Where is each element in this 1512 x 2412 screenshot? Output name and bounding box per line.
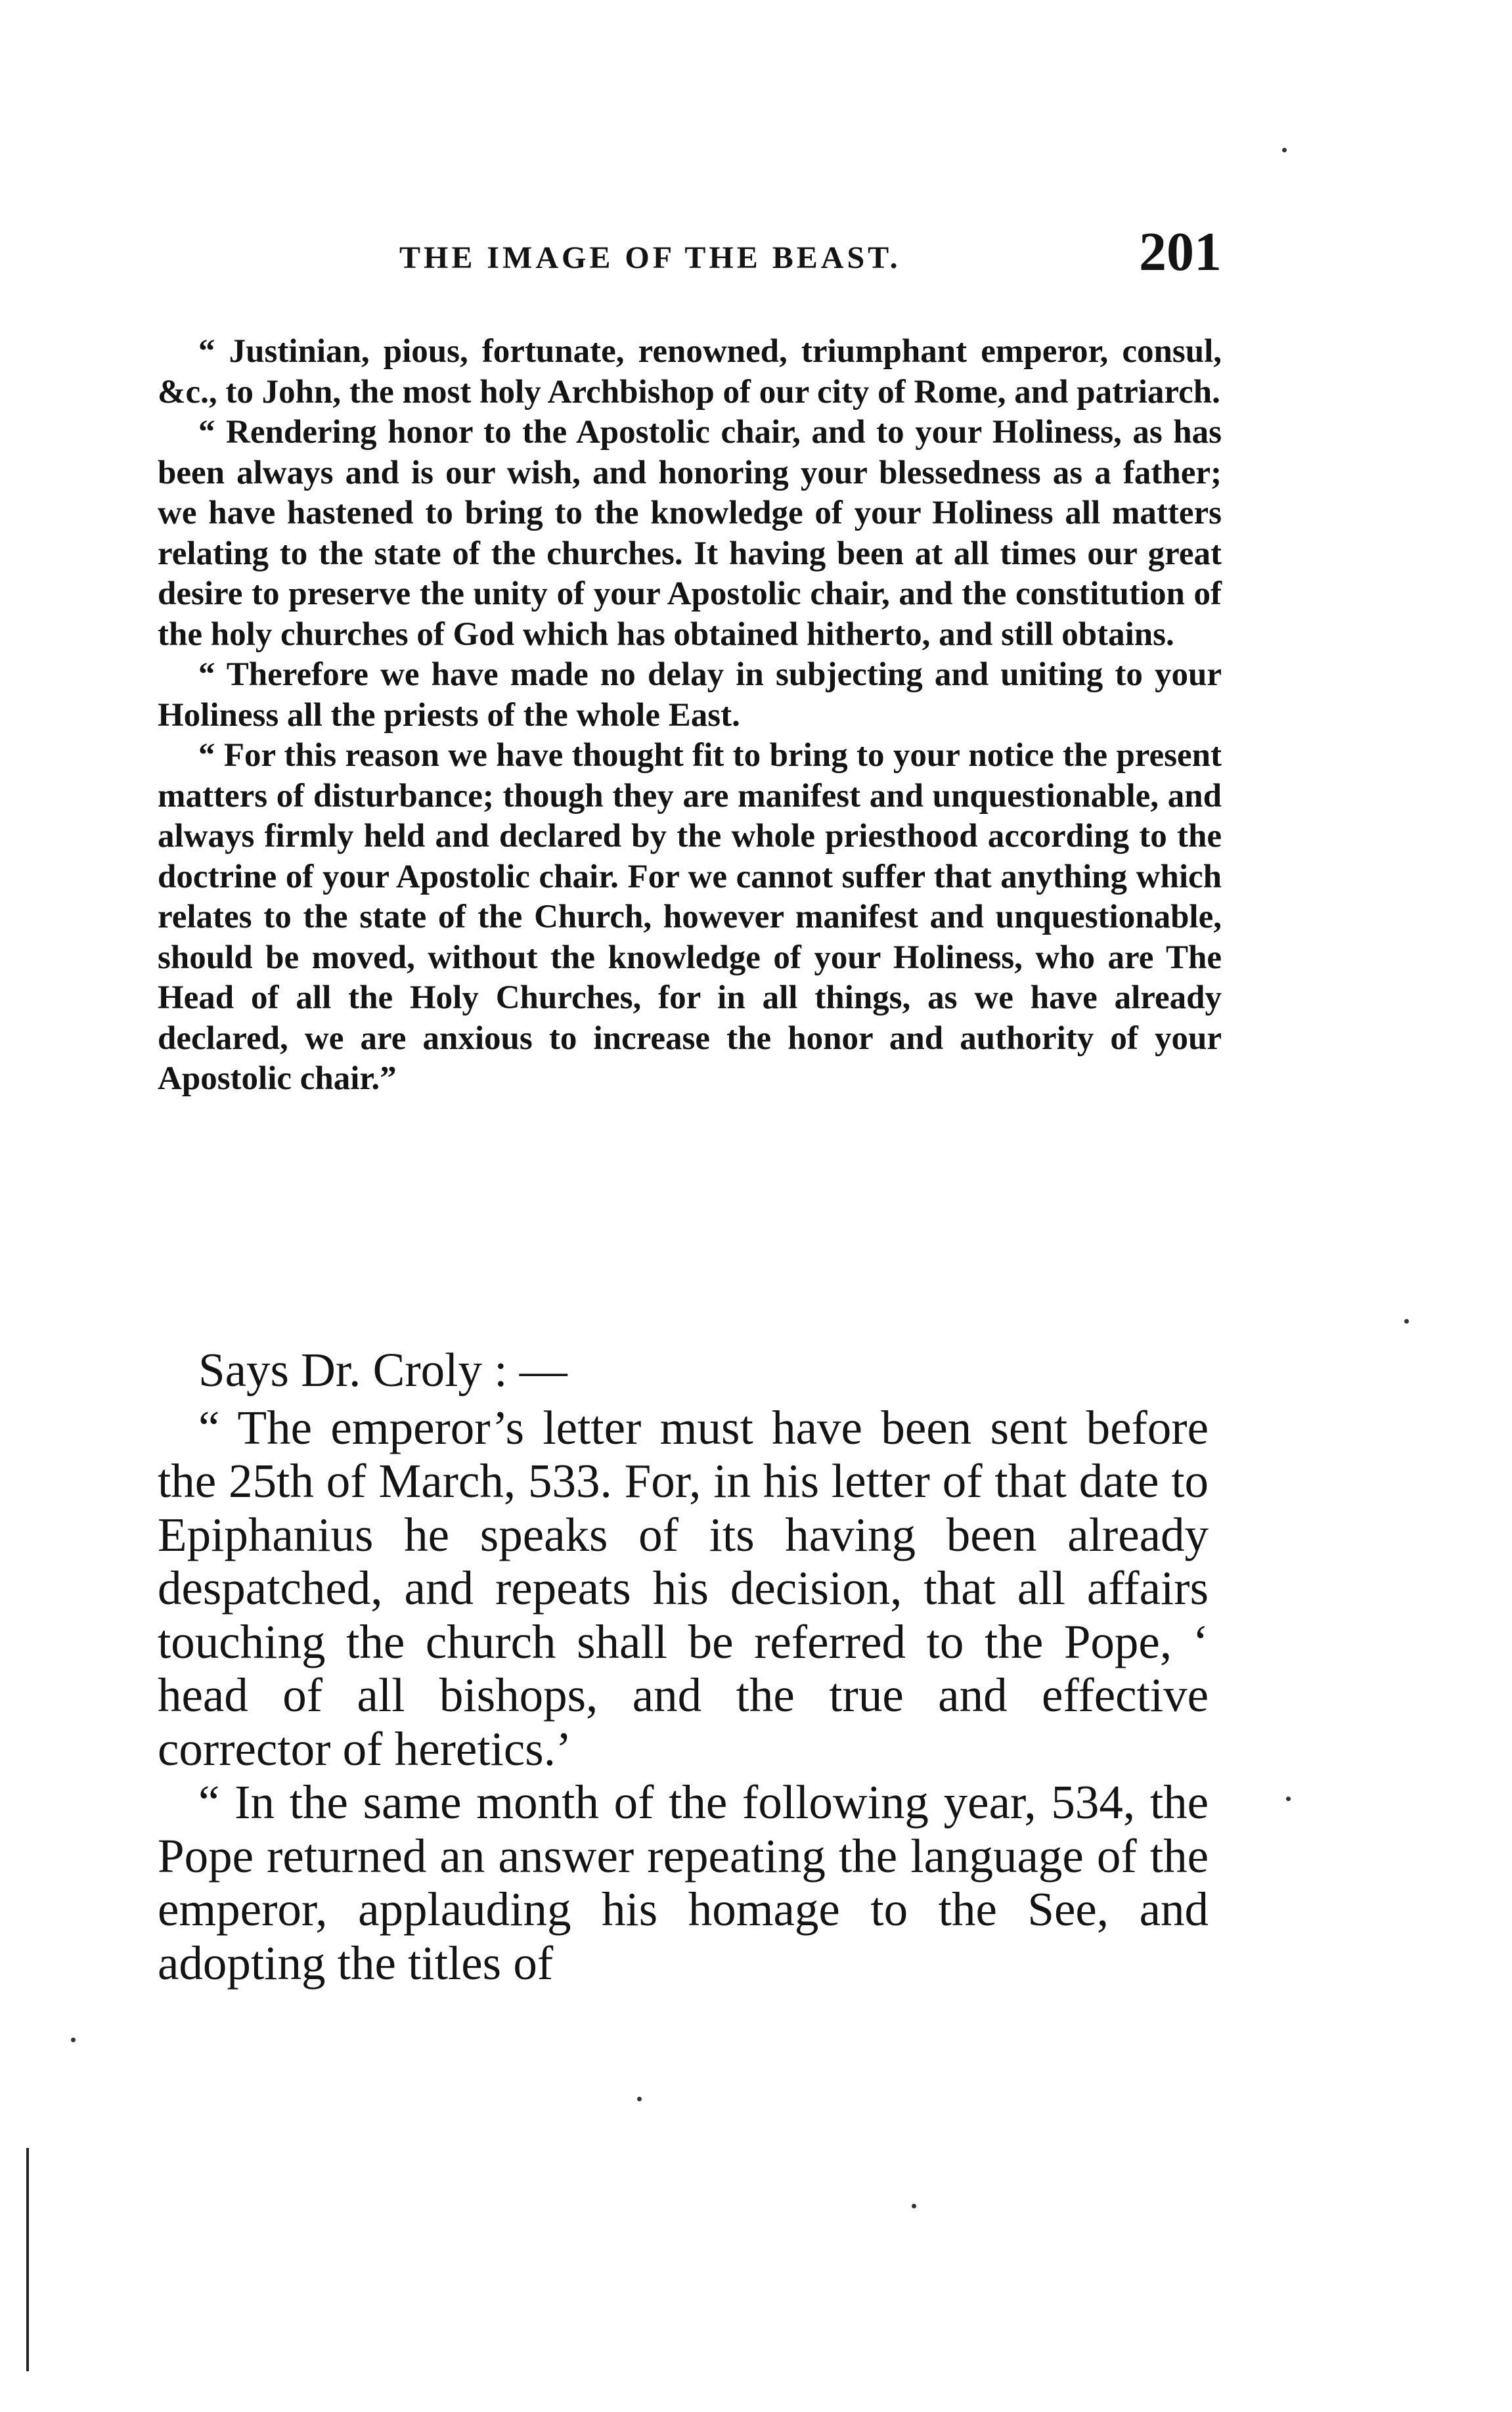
quoted-letter bbox=[158, 332, 1222, 1100]
quote-paragraph: “ For this reason we have thought fit to bring to your notice the present matters of disturbance; though they are manifest and unquestionable, and always firmly held and declared by the whole priesthood according to the doctrine of your Apostolic chair. For we cannot suffer that anything which relates to the state of the Church, however manifest and unquestionable, should be moved, without the knowledge of your Holiness, who are The Head of all the Holy Churches, for in all things, as we have already declared, we are anxious to increase the honor and authority of your Apostolic chair.” bbox=[158, 737, 1222, 1097]
scan-speck bbox=[912, 2204, 916, 2208]
scan-speck bbox=[637, 2097, 642, 2101]
body-paragraph: “ In the same month of the following year, 534, the Pope returned an answer repeating the language of the emperor, applauding his homage to the See, and adopting the titles of bbox=[158, 1776, 1209, 1990]
body-paragraph: “ The emperor’s letter must have been sent before the 25th of March, 533. For, in his letter of that date to Epiphanius he speaks of its having been already despatched, and repeats his decision, that all affairs touching the church shall be referred to the Pope, ‘ head of all bishops, and the true and effective corrector of heretics.’ bbox=[158, 1400, 1209, 1776]
scan-speck bbox=[1404, 1319, 1409, 1324]
scan-speck bbox=[71, 2038, 76, 2042]
quote-paragraph: “ Justinian, pious, fortunate, renowned, triumphant emperor, consul, &c., to John, the most holy Archbishop of our city of Rome, and patriarch. bbox=[158, 333, 1222, 411]
main-text bbox=[158, 1343, 1209, 1990]
attribution-line: Says Dr. Croly : — bbox=[198, 1343, 567, 1396]
running-title: THE IMAGE OF THE BEAST. bbox=[399, 240, 901, 275]
page-number: 201 bbox=[1139, 221, 1222, 282]
scan-speck bbox=[1286, 1797, 1291, 1801]
page-header bbox=[158, 220, 1222, 292]
quote-paragraph: “ Therefore we have made no delay in subjecting and uniting to your Holiness all the priests of the whole East. bbox=[158, 656, 1222, 734]
scan-speck bbox=[1282, 148, 1287, 152]
margin-rule bbox=[26, 2148, 29, 2371]
quote-paragraph: “ Rendering honor to the Apostolic chair, and to your Holiness, as has been always and is our wish, and honoring your blessedness as a father; we have hastened to bring to the knowledge of your Holiness all matters relating to the state of the churches. It having been at all times our great desire to preserve the unity of your Apostolic chair, and the constitution of the holy churches of God which has obtained hitherto, and still obtains. bbox=[158, 414, 1222, 653]
